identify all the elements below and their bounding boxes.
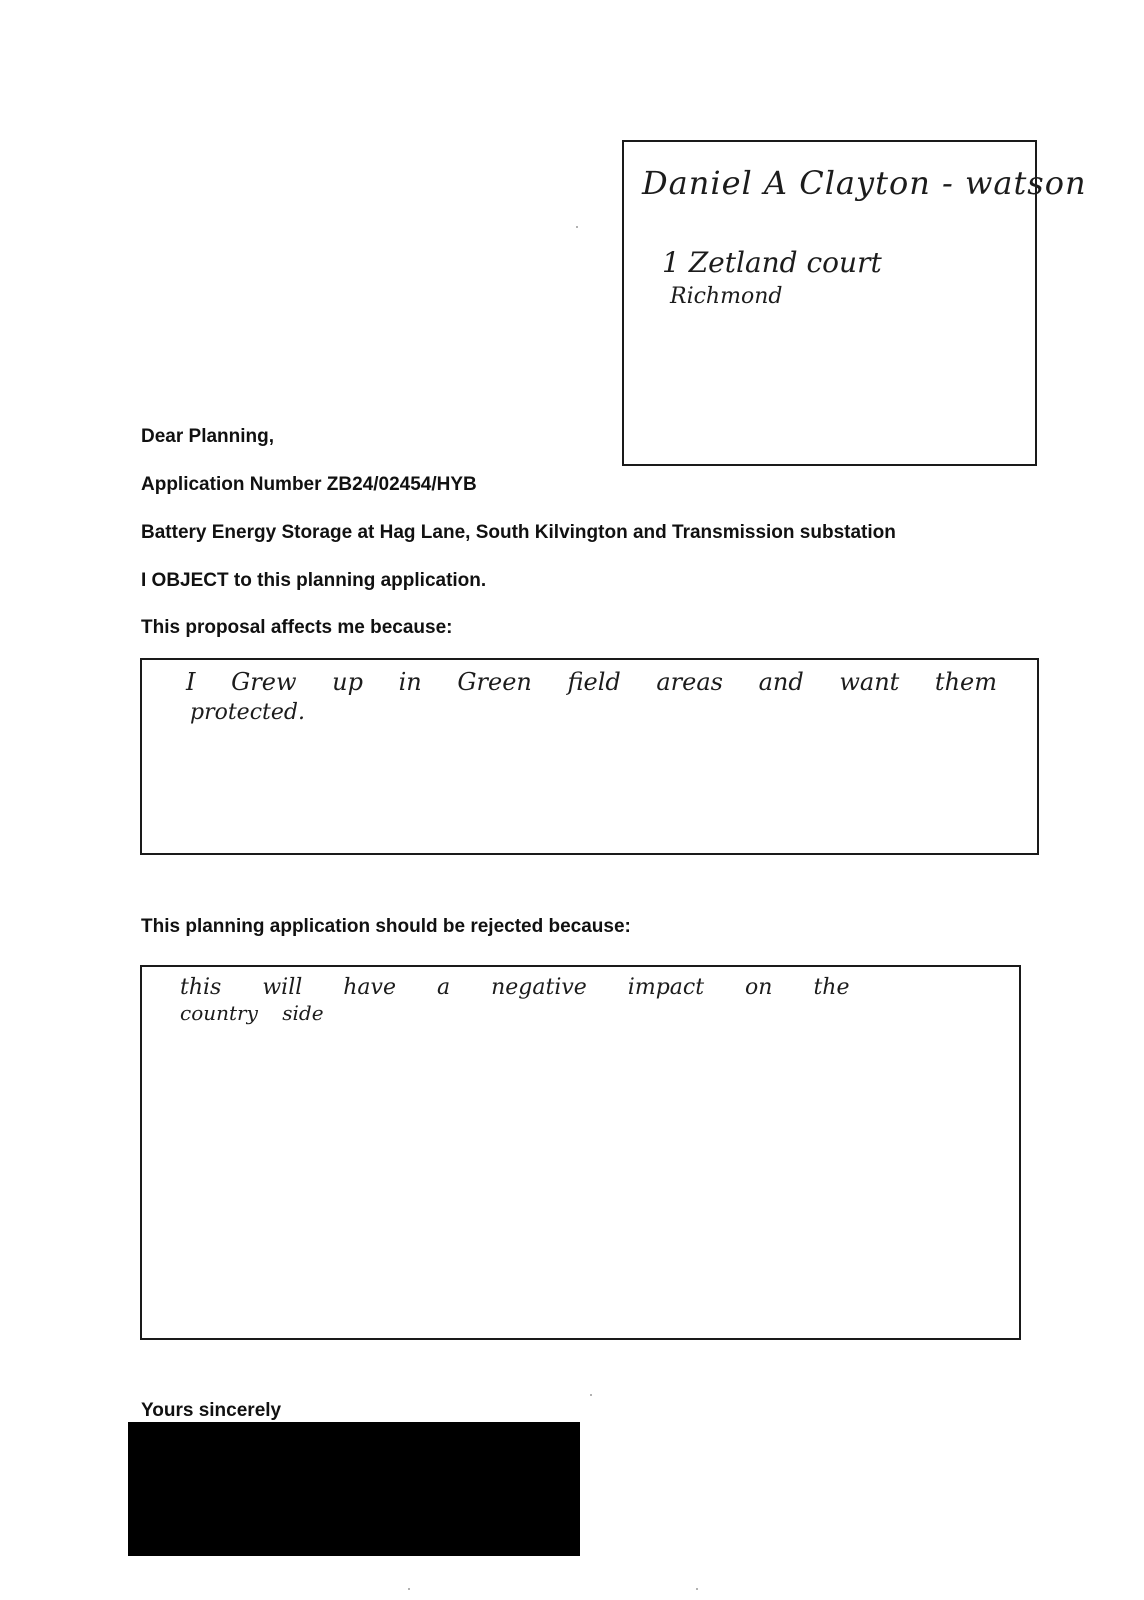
rejected-response-line1: this will have a negative impact on the bbox=[180, 975, 850, 1000]
scan-speck bbox=[576, 226, 578, 228]
rejected-heading: This planning application should be rejected because: bbox=[141, 916, 631, 937]
affects-response-box bbox=[140, 658, 1039, 855]
application-subject: Battery Energy Storage at Hag Lane, South Kilvington and Transmission substation bbox=[141, 522, 896, 543]
scan-speck bbox=[408, 1588, 410, 1590]
affects-response-line2: protected. bbox=[190, 700, 305, 725]
application-number: Application Number ZB24/02454/HYB bbox=[141, 474, 477, 495]
sender-name-handwritten: Daniel A Clayton - watson bbox=[642, 164, 1087, 202]
sender-address-line2-handwritten: Richmond bbox=[670, 284, 783, 309]
scan-speck bbox=[696, 1588, 698, 1590]
affects-response-line1: I Grew up in Green field areas and want them bbox=[186, 668, 997, 696]
signature-redaction bbox=[128, 1422, 580, 1556]
affects-heading: This proposal affects me because: bbox=[141, 617, 453, 638]
sender-address-line1-handwritten: 1 Zetland court bbox=[662, 246, 882, 279]
sender-address-box bbox=[622, 140, 1087, 466]
objection-statement: I OBJECT to this planning application. bbox=[141, 570, 487, 591]
scan-speck bbox=[590, 1394, 592, 1396]
salutation: Dear Planning, bbox=[141, 426, 275, 447]
rejected-response-line2: country side bbox=[180, 1001, 324, 1025]
rejected-response-box bbox=[140, 965, 1021, 1340]
closing: Yours sincerely bbox=[141, 1400, 282, 1421]
